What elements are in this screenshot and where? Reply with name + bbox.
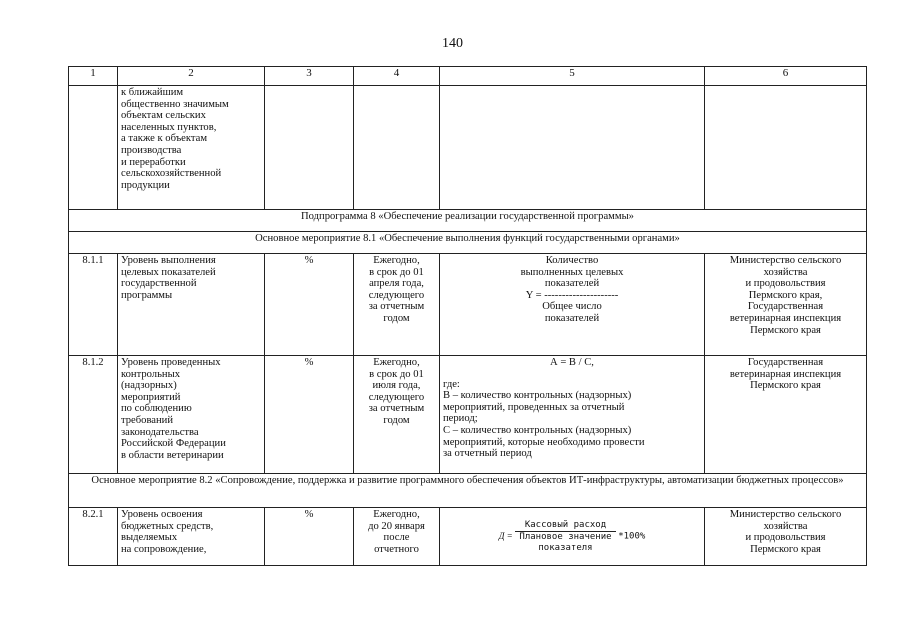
formula-text: А = В / С, [550,357,594,368]
measure-row [69,474,867,508]
cell-indicator-name: Уровень проведенных контрольных (надзорных) мероприятий по соблюдению требований законодательства Российской Федерации в области ветеринарии [118,356,265,474]
formula-lhs: Д = [498,530,513,541]
formula-fraction-line: Y = --------------------- [525,289,619,301]
header-col-1: 1 [69,67,118,86]
table-header-row [69,67,867,86]
cell-responsible: Министерство сельского хозяйства и продовольствия Пермского края, Государственная ветеринарная инспекция Пермского края [705,254,867,356]
subprogram-row [69,210,867,232]
cell-empty [440,86,705,210]
cell-empty [69,86,118,210]
header-col-4: 4 [354,67,440,86]
formula-fraction [515,520,615,554]
cell-formula [440,254,705,356]
cell-unit: % [265,254,354,356]
table-row [69,356,867,474]
measure-title: Основное мероприятие 8.2 «Сопровождение, поддержка и развитие программного обеспечения объектов ИТ-инфраструктуры, автоматизации бюджетных процессов» [69,474,867,508]
header-col-6: 6 [705,67,867,86]
cell-indicator-name: Уровень освоения бюджетных средств, выделяемых на сопровождение, [118,508,265,566]
formula-denominator: Общее число показателей [542,301,602,324]
cell-formula [440,356,705,474]
cell-empty [705,86,867,210]
cell-responsible: Государственная ветеринарная инспекция Пермского края [705,356,867,474]
cell-indicator-name: Уровень выполнения целевых показателей государственной программы [118,254,265,356]
cell-number: 8.1.1 [69,254,118,356]
header-col-2: 2 [118,67,265,86]
measure-row [69,232,867,254]
page-number: 140 [442,36,463,51]
cell-empty [265,86,354,210]
cell-number: 8.1.2 [69,356,118,474]
table-row [69,86,867,210]
cell-unit: % [265,356,354,474]
cell-empty [354,86,440,210]
measure-title: Основное мероприятие 8.1 «Обеспечение выполнения функций государственными органами» [69,232,867,254]
table-row [69,254,867,356]
header-col-3: 3 [265,67,354,86]
cell-responsible: Министерство сельского хозяйства и продовольствия Пермского края [705,508,867,566]
formula-numerator: Кассовый расход [515,520,615,532]
cell-period: Ежегодно, в срок до 01 июля года, следующего за отчетным годом [354,356,440,474]
formula-explanation: где: В – количество контрольных (надзорных) мероприятий, проведенных за отчетный период; С – количество контрольных (надзорных) мероприятий, которые необходимо провести за отчетный период [443,378,645,460]
cell-unit: % [265,508,354,566]
cell-formula [440,508,705,566]
indicators-table [68,66,867,566]
header-col-5: 5 [440,67,705,86]
formula-denominator: Плановое значение показателя [519,531,612,553]
cell-number: 8.2.1 [69,508,118,566]
cell-period: Ежегодно, в срок до 01 апреля года, следующего за отчетным годом [354,254,440,356]
cell-indicator-name: к ближайшим общественно значимым объектам сельских населенных пунктов, а также к объектам производства и переработки сельскохозяйственной продукции [118,86,265,210]
table-row [69,508,867,566]
cell-period: Ежегодно, до 20 января после отчетного [354,508,440,566]
formula-numerator: Количество выполненных целевых показателей [520,255,624,290]
formula-rhs: *100% [618,531,646,541]
subprogram-title: Подпрограмма 8 «Обеспечение реализации государственной программы» [69,210,867,232]
